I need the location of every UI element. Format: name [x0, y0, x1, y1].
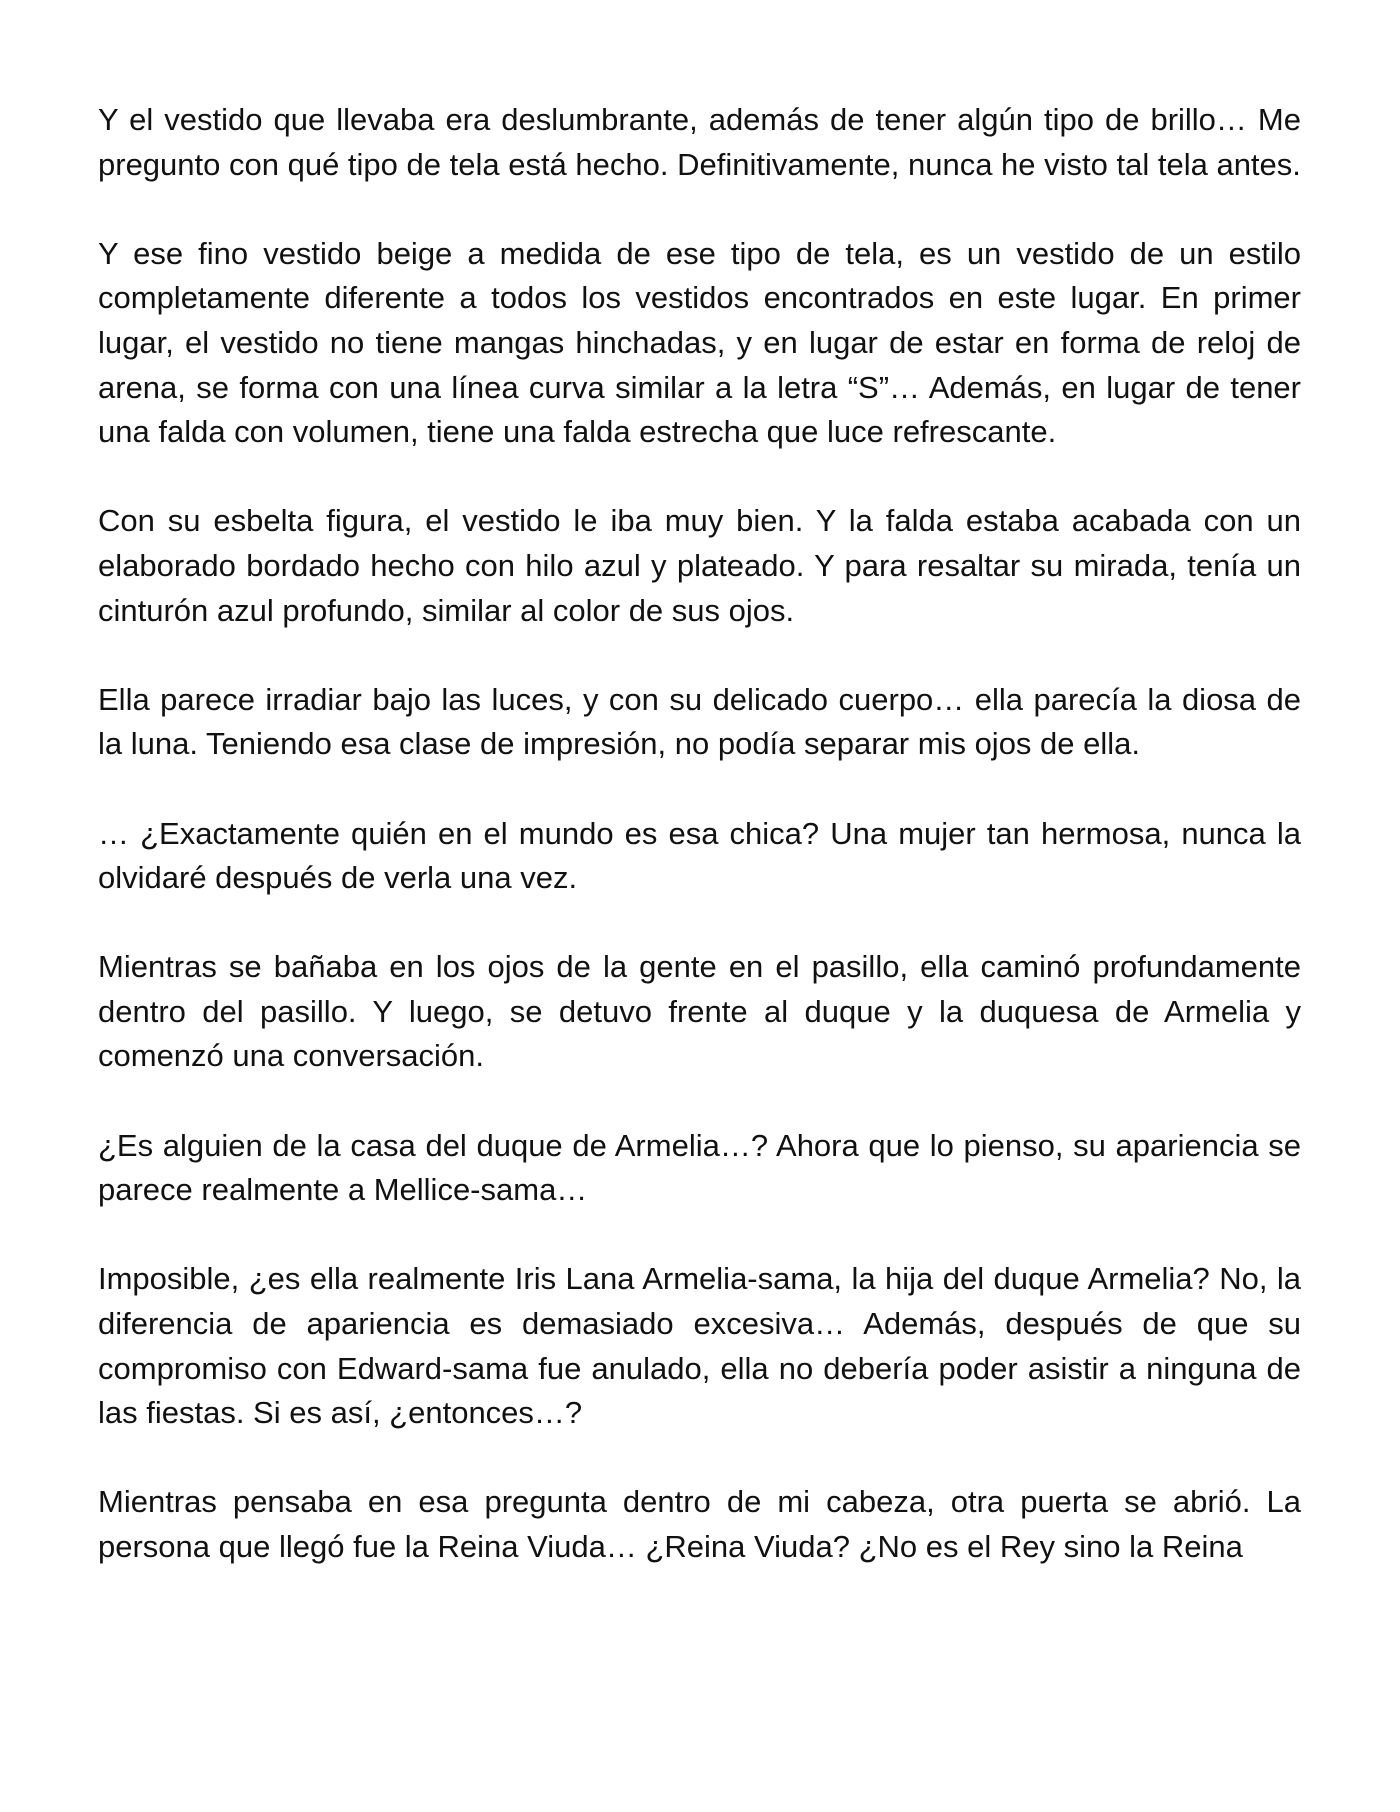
paragraph: Mientras se bañaba en los ojos de la gente en el pasillo, ella caminó profundamente dentro del pasillo. Y luego, se detuvo frente al duque y la duquesa de Armelia y comenzó una conversación.: [98, 949, 1301, 1074]
paragraph: Imposible, ¿es ella realmente Iris Lana Armelia-sama, la hija del duque Armelia? No, la diferencia de apariencia es demasiado excesiva… Además, después de que su compromiso con Edward-sama fue anulado, ella no debería poder asistir a ninguna de las fiestas. Si es así, ¿entonces…?: [98, 1261, 1301, 1431]
paragraph: Con su esbelta figura, el vestido le iba muy bien. Y la falda estaba acabada con un elaborado bordado hecho con hilo azul y plateado. Y para resaltar su mirada, tenía un cinturón azul profundo, similar al color de sus ojos.: [98, 503, 1301, 628]
paragraph: ¿Es alguien de la casa del duque de Armelia…? Ahora que lo pienso, su apariencia se parece realmente a Mellice-sama…: [98, 1127, 1301, 1208]
paragraph: Mientras pensaba en esa pregunta dentro de mi cabeza, otra puerta se abrió. La persona que llegó fue la Reina Viuda… ¿Reina Viuda? ¿No es el Rey sino la Reina: [98, 1484, 1301, 1564]
document-page: [98, 98, 1301, 1570]
paragraph: Y ese fino vestido beige a medida de ese tipo de tela, es un vestido de un estilo completamente diferente a todos los vestidos encontrados en este lugar. En primer lugar, el vestido no tiene mangas hinchadas, y en lugar de estar en forma de reloj de arena, se forma con una línea curva similar a la letra “S”… Además, en lugar de tener una falda con volumen, tiene una falda estrecha que luce refrescante.: [98, 235, 1301, 450]
paragraph: Y el vestido que llevaba era deslumbrante, además de tener algún tipo de brillo… Me pregunto con qué tipo de tela está hecho. Definitivamente, nunca he visto tal tela antes.: [98, 102, 1301, 182]
paragraph: Ella parece irradiar bajo las luces, y con su delicado cuerpo… ella parecía la diosa de la luna. Teniendo esa clase de impresión, no podía separar mis ojos de ella.: [98, 681, 1301, 762]
paragraph: … ¿Exactamente quién en el mundo es esa chica? Una mujer tan hermosa, nunca la olvidaré después de verla una vez.: [98, 815, 1301, 896]
